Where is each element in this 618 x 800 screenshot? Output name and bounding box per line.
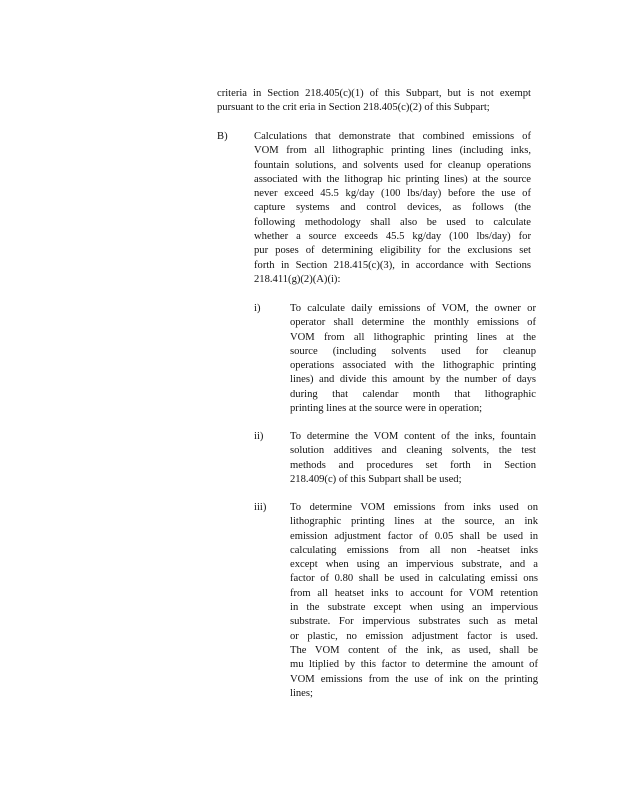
text-line: during that calendar month that lithographic <box>290 388 536 400</box>
text-line: operator shall determine the monthly emissions of <box>290 317 536 329</box>
text-line: To calculate daily emissions of VOM, the owner or <box>290 303 536 314</box>
text-line: lines) and divide this amount by the number of days <box>290 374 536 386</box>
text-line: To determine VOM emissions from inks used on <box>290 502 538 513</box>
text-line: emission adjustment factor of 0.05 shall be used in <box>290 530 538 542</box>
text-line: printing lines at the source were in operation; <box>290 403 483 415</box>
text-line: The VOM content of the ink, as used, shall be <box>290 644 538 656</box>
text-line: VOM emissions from the use of ink on the printing <box>290 673 538 685</box>
text-line: from all heatset inks to account for VOM retention <box>290 587 538 599</box>
text-line: capture systems and control devices, as follows (the <box>254 202 531 214</box>
text-line: VOM from all lithographic printing lines at the <box>290 331 536 343</box>
text-line: lines; <box>290 687 313 699</box>
text-line: following methodology shall also be used to calculate <box>254 216 531 228</box>
text-line: methods and procedures set forth in Section <box>290 459 536 471</box>
text-line: solution additives and cleaning solvents, the test <box>290 445 536 457</box>
text-line: VOM from all lithographic printing lines (including inks, <box>254 145 531 157</box>
text-line: never exceed 45.5 kg/day (100 lbs/day) before the use of <box>254 188 531 200</box>
text-line: lithographic printing lines at the source, an ink <box>290 516 538 528</box>
text-line: factor of 0.80 shall be used in calculating emissi ons <box>290 573 538 585</box>
text-line: criteria in Section 218.405(c)(1) of this Subpart, but is not exempt <box>217 88 531 99</box>
text-line: substrate. For impervious substrates such as metal <box>290 616 538 628</box>
text-line: forth in Section 218.415(c)(3), in accordance with Sections <box>254 259 531 271</box>
item-b-marker: B) <box>217 131 228 142</box>
text-line: mu ltiplied by this factor to determine the amount of <box>290 659 538 671</box>
text-line: fountain solutions, and solvents used for cleanup operations <box>254 159 531 171</box>
text-line: Calculations that demonstrate that combined emissions of <box>254 131 531 142</box>
text-line: To determine the VOM content of the inks, fountain <box>290 431 536 442</box>
item-iii-marker: iii) <box>254 502 267 513</box>
text-line: associated with the lithograp hic printing lines) at the source <box>254 173 531 185</box>
text-line: pur poses of determining eligibility for the exclusions set <box>254 245 531 257</box>
continuation-paragraph <box>217 87 531 116</box>
item-iii-paragraph <box>290 501 538 701</box>
text-line: in the substrate except when using an impervious <box>290 602 538 614</box>
item-i-paragraph <box>290 302 536 416</box>
item-b-paragraph <box>254 130 531 287</box>
text-line: pursuant to the crit eria in Section 218.405(c)(2) of this Subpart; <box>217 102 490 114</box>
text-line: operations associated with the lithographic printing <box>290 360 536 372</box>
text-line: 218.411(g)(2)(A)(i): <box>254 273 341 285</box>
item-ii-paragraph <box>290 430 536 487</box>
item-i-marker: i) <box>254 303 261 314</box>
text-line: calculating emissions from all non -heatset inks <box>290 544 538 556</box>
item-ii-marker: ii) <box>254 431 264 442</box>
text-line: except when using an impervious substrate, and a <box>290 559 538 571</box>
text-line: source (including solvents used for cleanup <box>290 345 536 357</box>
text-line: 218.409(c) of this Subpart shall be used; <box>290 473 462 485</box>
text-line: whether a source exceeds 45.5 kg/day (100 lbs/day) for <box>254 231 531 243</box>
text-line: or plastic, no emission adjustment factor is used. <box>290 630 538 642</box>
